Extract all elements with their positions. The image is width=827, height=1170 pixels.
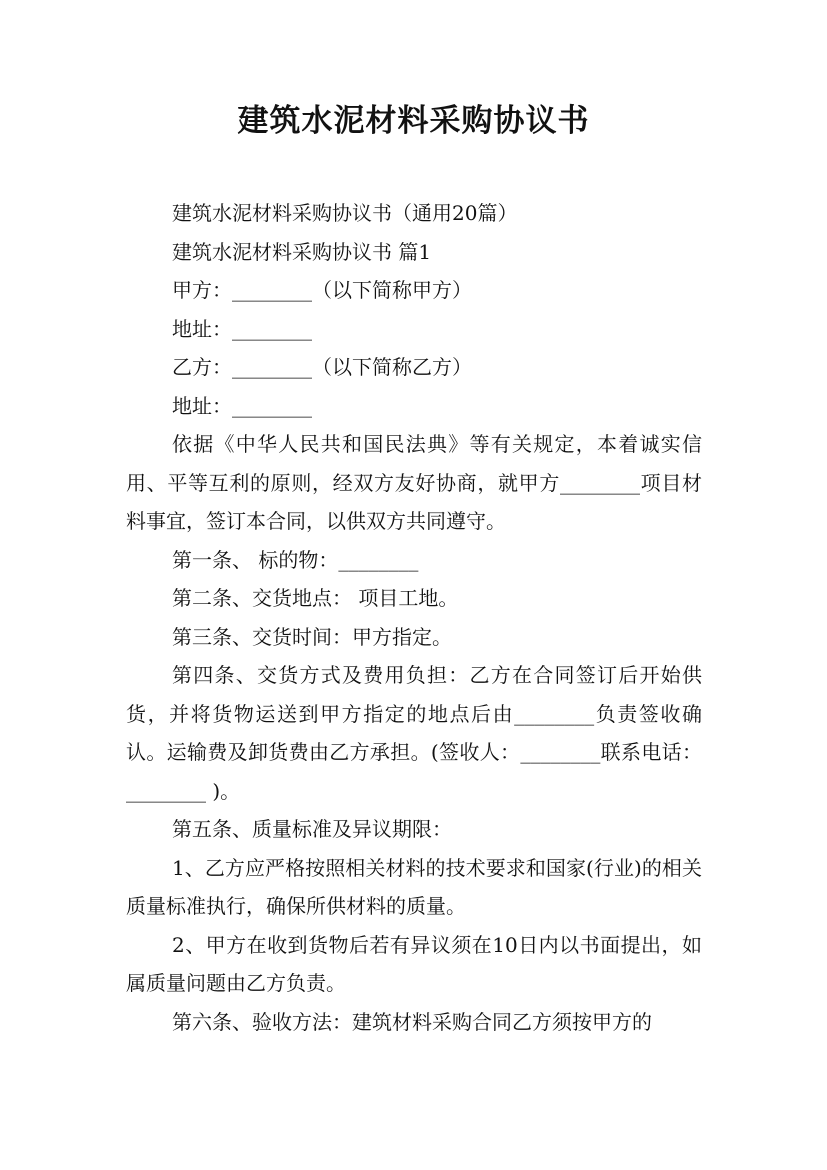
party-a-line: 甲方：________（以下简称甲方）: [172, 278, 472, 302]
party-b-line: 乙方：________（以下简称乙方）: [172, 355, 472, 379]
article-3: 第三条、交货时间：甲方指定。: [172, 624, 452, 649]
document-body: [126, 194, 702, 1041]
article-4: 第四条、交货方式及费用负担：乙方在合同签订后开始供货，并将货物运送到甲方指定的地点后由________负责签收确认。运输费及卸货费由乙方承担。(签收人：________联系电话：________ )。: [126, 663, 702, 803]
document-title: 建筑水泥材料采购协议书: [237, 103, 590, 139]
article-2: 第二条、交货地点： 项目工地。: [172, 586, 459, 610]
agreement-basis-paragraph: 依据《中华人民共和国民法典》等有关规定，本着诚实信用、平等互利的原则，经双方友好协商，就甲方________项目材料事宜，签订本合同，以供双方共同遵守。: [126, 432, 702, 533]
article-5-item-2: 2、甲方在收到货物后若有异议须在10日内以书面提出，如属质量问题由乙方负责。: [126, 932, 702, 995]
article-6: 第六条、验收方法：建筑材料采购合同乙方须按甲方的: [172, 1009, 652, 1034]
document-subtitle: 建筑水泥材料采购协议书（通用20篇）: [172, 201, 518, 225]
section-heading: 建筑水泥材料采购协议书 篇1: [172, 239, 432, 264]
article-5-item-1: 1、乙方应严格按照相关材料的技术要求和国家(行业)的相关质量标准执行，确保所供材料的质量。: [126, 855, 702, 918]
article-5-heading: 第五条、质量标准及异议期限：: [172, 817, 452, 841]
party-a-address-line: 地址：________: [172, 316, 312, 341]
party-b-address-line: 地址：________: [172, 393, 312, 418]
article-1: 第一条、 标的物：________: [172, 547, 419, 572]
